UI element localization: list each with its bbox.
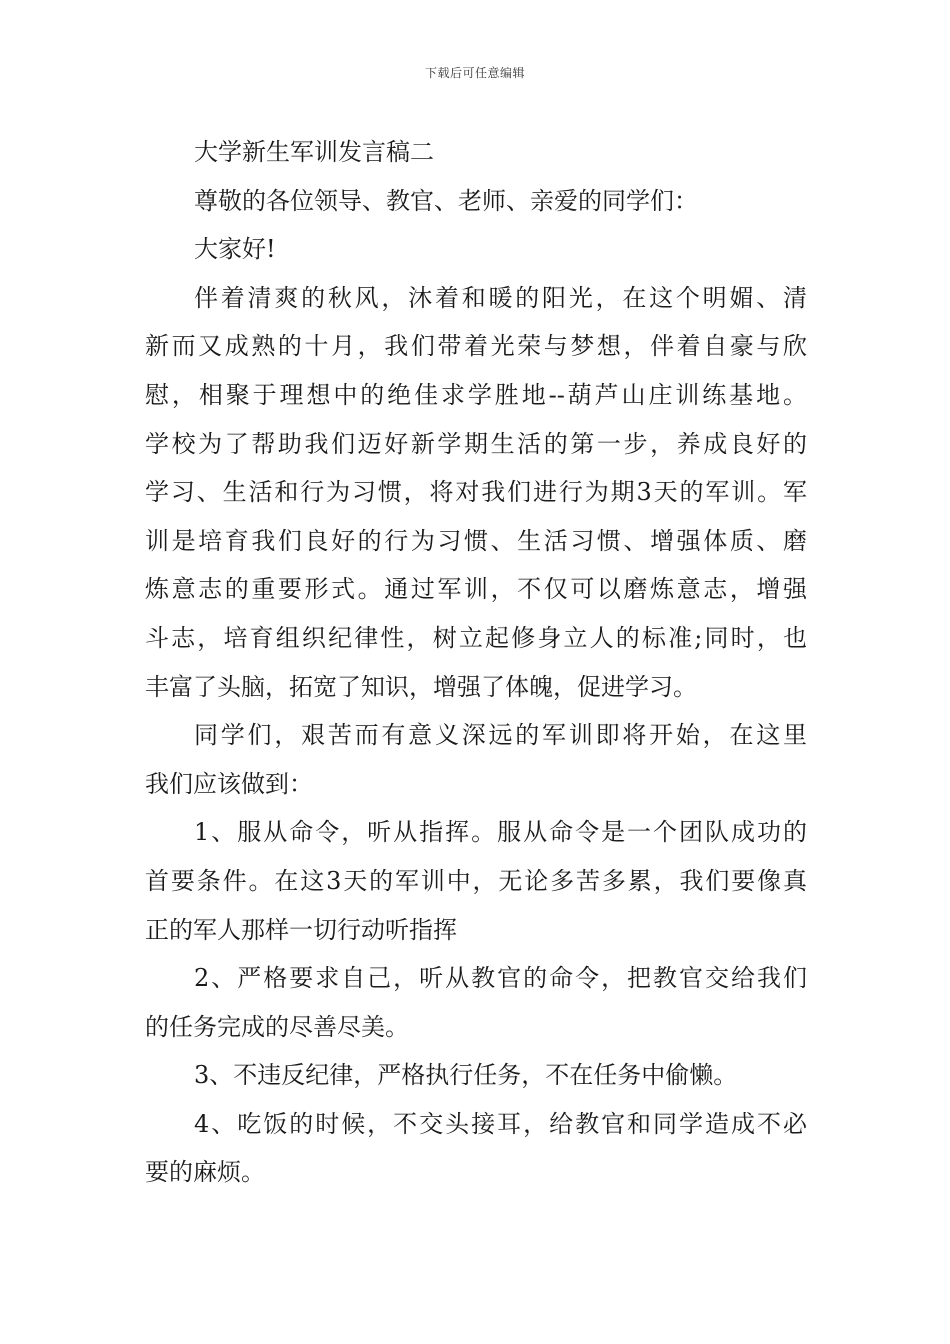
paragraph-line: 新而又成熟的十月，我们带着光荣与梦想，伴着自豪与欣 (145, 332, 807, 361)
paragraph-line: 学习、生活和行为习惯，将对我们进行为期3天的军训。军 (145, 478, 807, 507)
paragraph-line: 3、不违反纪律，严格执行任务，不在任务中偷懒。 (194, 1061, 738, 1090)
paragraph-line: 首要条件。在这3天的军训中，无论多苦多累，我们要像真 (145, 866, 807, 895)
document-body (145, 128, 807, 1197)
paragraph-line: 我们应该做到： (145, 769, 313, 798)
list-item-2 (145, 954, 807, 1051)
paragraph-1 (145, 274, 807, 711)
paragraph-line: 学校为了帮助我们迈好新学期生活的第一步，养成良好的 (145, 429, 807, 458)
paragraph-line: 同学们，艰苦而有意义深远的军训即将开始，在这里 (194, 721, 807, 750)
paragraph-line: 丰富了头脑，拓宽了知识，增强了体魄，促进学习。 (145, 672, 697, 701)
header-note: 下载后可任意编辑 (424, 66, 525, 80)
paragraph-line: 要的麻烦。 (145, 1158, 265, 1187)
paragraph-line: 炼意志的重要形式。通过军训，不仅可以磨炼意志，增强 (145, 575, 807, 604)
salutation: 尊敬的各位领导、教官、老师、亲爱的同学们： (194, 186, 698, 215)
paragraph-line: 的任务完成的尽善尽美。 (145, 1012, 409, 1041)
paragraph-line: 斗志，培育组织纪律性，树立起修身立人的标准;同时，也 (145, 623, 807, 652)
greeting: 大家好! (194, 235, 276, 264)
list-item-1 (145, 808, 807, 954)
paragraph-line: 训是培育我们良好的行为习惯、生活习惯、增强体质、磨 (145, 526, 807, 555)
paragraph-line: 1、服从命令，听从指挥。服从命令是一个团队成功的 (194, 818, 807, 847)
paragraph-2 (145, 711, 807, 808)
paragraph-line: 正的军人那样一切行动听指挥 (145, 915, 457, 944)
paragraph-line: 慰，相聚于理想中的绝佳求学胜地--葫芦山庄训练基地。 (145, 380, 807, 409)
paragraph-line: 伴着清爽的秋风，沐着和暖的阳光，在这个明媚、清 (194, 283, 807, 312)
list-item-4 (145, 1100, 807, 1197)
document-title: 大学新生军训发言稿二 (194, 138, 434, 166)
paragraph-line: 2、严格要求自己，听从教官的命令，把教官交给我们 (194, 964, 807, 993)
list-item-3 (145, 1051, 807, 1100)
paragraph-line: 4、吃饭的时候，不交头接耳，给教官和同学造成不必 (194, 1109, 807, 1138)
